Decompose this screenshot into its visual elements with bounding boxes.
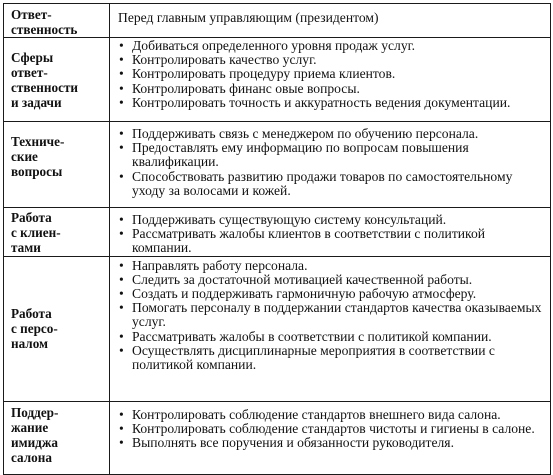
row-label-technical: Техниче- ские вопросы: [4, 122, 110, 208]
list-item: • Контролировать соблюдение стандартов чистоты и гигиены в салоне.: [118, 422, 542, 436]
list-item: • Контролировать соблюдение стандартов внешнего вида салона.: [118, 408, 542, 422]
row-label-responsibilities: Сферы ответ- ственности и задачи: [4, 38, 110, 122]
list-item: • Помогать персоналу в поддержании стандартов качества оказываемых услуг.: [118, 301, 542, 329]
list-item: • Предоставлять ему информацию по вопросам повышения квалификации.: [118, 141, 542, 169]
row-content-staff: [110, 256, 551, 401]
table-header-row: [4, 4, 551, 38]
bullet-list: [118, 259, 542, 373]
table-row-staff: [4, 256, 551, 401]
row-label-staff: Работа с персо- налом: [4, 256, 110, 401]
list-item: • Способствовать развитию продажи товаров по самостоятельному уходу за волосами и кожей.: [118, 170, 542, 198]
list-item: • Контролировать процедуру приема клиентов.: [118, 67, 542, 81]
header-text: Перед главным управляющим (президентом): [110, 4, 551, 38]
list-item: • Поддерживать существующую систему консультаций.: [118, 213, 542, 227]
table-row-responsibilities: [4, 38, 551, 122]
bullet-list: [118, 127, 542, 198]
row-content-technical: [110, 122, 551, 208]
list-item: • Направлять работу персонала.: [118, 259, 542, 273]
list-item: • Контролировать качество услуг.: [118, 53, 542, 67]
row-content-responsibilities: [110, 38, 551, 122]
table-row-clients: [4, 208, 551, 257]
bullet-list: [118, 213, 542, 256]
row-label-image: Поддер- жание имиджа салона: [4, 401, 110, 474]
list-item: • Добиваться определенного уровня продаж услуг.: [118, 39, 542, 53]
row-content-clients: [110, 208, 551, 257]
list-item: • Контролировать точность и аккуратность ведения документации.: [118, 96, 542, 110]
header-label: Ответ- ственность: [4, 4, 110, 38]
list-item: • Поддерживать связь с менеджером по обучению персонала.: [118, 127, 542, 141]
responsibilities-table: [3, 3, 551, 475]
list-item: • Осуществлять дисциплинарные мероприятия в соответствии с политикой компании.: [118, 344, 542, 372]
list-item: • Выполнять все поручения и обязанности руководителя.: [118, 436, 542, 450]
bullet-list: [118, 39, 542, 110]
list-item: • Создать и поддерживать гармоничную рабочую атмосферу.: [118, 287, 542, 301]
table-row-technical: [4, 122, 551, 208]
bullet-list: [118, 408, 542, 451]
row-content-image: [110, 401, 551, 474]
list-item: • Контролировать финанс овые вопросы.: [118, 82, 542, 96]
list-item: • Рассматривать жалобы клиентов в соответствии с политикой компании.: [118, 227, 542, 255]
table-row-image: [4, 401, 551, 474]
row-label-clients: Работа с клиен- тами: [4, 208, 110, 257]
list-item: • Рассматривать жалобы в соответствии с политикой компании.: [118, 330, 542, 344]
list-item: • Следить за достаточной мотивацией качественной работы.: [118, 273, 542, 287]
